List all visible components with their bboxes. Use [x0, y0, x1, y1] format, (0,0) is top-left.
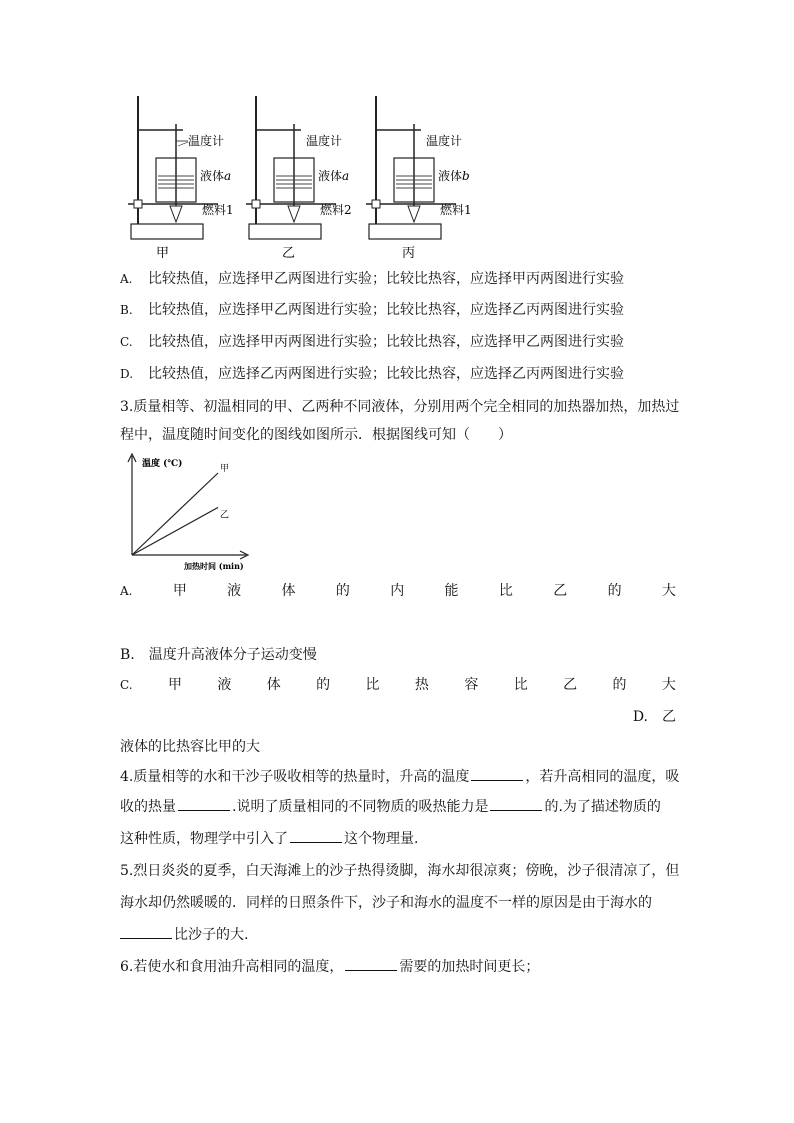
answer-blank[interactable] — [345, 958, 397, 971]
x-axis-label: 加热时间 (min) — [184, 561, 244, 571]
caption-yi: 乙 — [282, 246, 296, 261]
q3-stem-line1: 3.质量相等、初温相同的甲、乙两种不同液体，分别用两个完全相同的加热器加热，加热过 — [120, 399, 680, 415]
label-thermometer-1: 温度计 — [188, 134, 225, 148]
q4-line1: 4.质量相等的水和干沙子吸收相等的热量时，升高的温度 ，若升高相同的温度，吸 — [120, 769, 680, 785]
q3-option-b: B. 温度升高液体分子运动变慢 — [120, 647, 317, 663]
q5-line3: 比沙子的大. — [120, 926, 248, 944]
q2-option-d: D. 比较热值，应选择乙丙两图进行实验；比较比热容，应选择乙丙两图进行实验 — [120, 366, 624, 382]
q5-line1: 5.烈日炎炎的夏季，白天海滩上的沙子热得烫脚，海水却很凉爽；傍晚，沙子很清凉了，但 — [120, 863, 680, 879]
answer-blank[interactable] — [471, 768, 523, 781]
setup-yi — [246, 96, 352, 261]
label-liquid-1: 液体a — [200, 169, 232, 183]
q6-line1: 6.若使水和食用油升高相同的温度， 需要的加热时间更长； — [120, 959, 540, 975]
setup-bing — [366, 96, 472, 261]
q4-line2: 收的热量 .说明了质量相同的不同物质的吸热能力是 的.为了描述物质的 — [120, 799, 661, 815]
q3-stem-line2: 程中，温度随时间变化的图线如图所示．根据图线可知（ ） — [120, 427, 512, 443]
q3-option-a: A. 甲 液 体 的 内 能 比 乙 的 大 — [120, 583, 676, 599]
q2-option-b: B. 比较热值，应选择甲乙两图进行实验；比较比热容，应选择乙丙两图进行实验 — [120, 302, 624, 318]
q3-option-d-head: D. 乙 — [632, 709, 676, 725]
q2-option-c: C. 比较热值，应选择甲丙两图进行实验；比较比热容，应选择甲乙两图进行实验 — [120, 334, 624, 350]
answer-blank[interactable] — [490, 798, 542, 811]
label-thermometer-2: 温度计 — [306, 134, 343, 148]
label-thermometer-3: 温度计 — [426, 134, 463, 148]
label-liquid-2: 液体a — [318, 169, 350, 183]
setup-jia — [128, 96, 234, 261]
q5-line2: 海水却仍然暖暖的．同样的日照条件下，沙子和海水的温度不一样的原因是由于海水的 — [120, 895, 652, 911]
answer-blank[interactable] — [120, 926, 172, 939]
label-fuel-3: 燃料1 — [440, 203, 472, 217]
label-fuel-2: 燃料2 — [320, 203, 352, 217]
series-label-1: 甲 — [220, 464, 230, 474]
q4-line3: 这种性质，物理学中引入了 这个物理量. — [120, 831, 419, 847]
q2-option-a: A. 比较热值，应选择甲乙两图进行实验；比较比热容，应选择甲丙两图进行实验 — [120, 271, 624, 287]
label-liquid-3: 液体b — [438, 169, 470, 183]
temperature-time-chart — [122, 452, 252, 572]
q3-option-d-tail: 液体的比热容比甲的大 — [120, 739, 260, 755]
label-fuel-1: 燃料1 — [202, 203, 234, 217]
answer-blank[interactable] — [178, 798, 230, 811]
answer-blank[interactable] — [290, 830, 342, 843]
apparatus-figure — [128, 96, 500, 262]
caption-jia: 甲 — [156, 246, 170, 261]
q3-option-c: C. 甲 液 体 的 比 热 容 比 乙 的 大 — [120, 677, 676, 693]
series-label-2: 乙 — [220, 510, 230, 521]
y-axis-label: 温度 (℃) — [142, 459, 183, 469]
caption-bing: 丙 — [402, 246, 416, 261]
